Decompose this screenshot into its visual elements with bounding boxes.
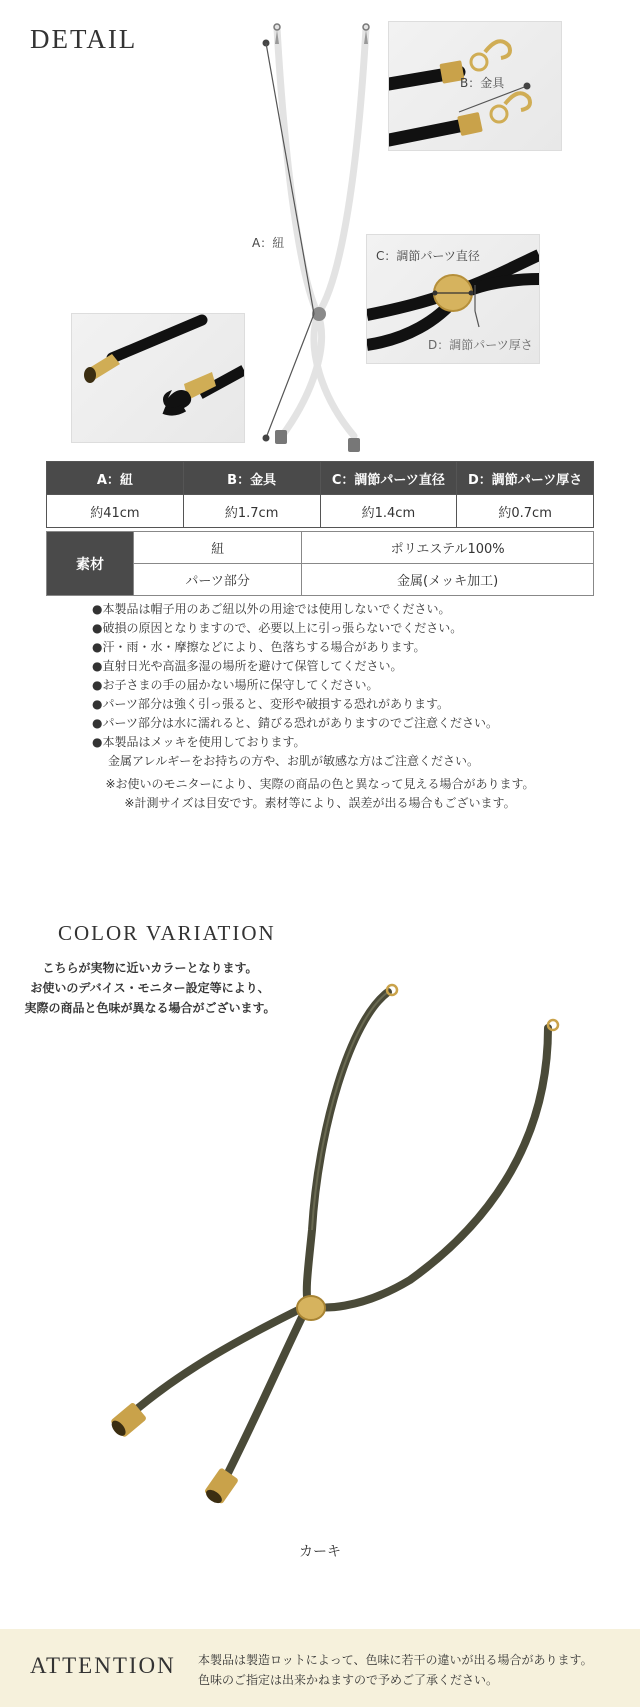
material-part: 紐 (134, 532, 302, 564)
khaki-strap-image (100, 980, 580, 1520)
value-d: 約0.7cm (457, 495, 594, 528)
description-line: 実際の商品と色味が異なる場合がございます。 (24, 1001, 276, 1015)
description-line: こちらが実物に近いカラーとなります。 (42, 961, 258, 975)
material-table (46, 531, 594, 596)
size-table-row (47, 495, 594, 528)
note-continued: 金属アレルギーをお持ちの方や、お肌が敏感な方はご注意ください。 (108, 754, 479, 768)
note-item: ●パーツ部分は強く引っ張ると、変形や破損する恐れがあります。 (92, 697, 450, 711)
detail-title: DETAIL (30, 24, 138, 54)
header-c: C：調節パーツ直径 (320, 462, 457, 495)
description-line: お使いのデバイス・モニター設定等により、 (30, 981, 270, 995)
header-a: A：紐 (47, 462, 184, 495)
material-value: 金属(メッキ加工) (302, 564, 594, 596)
label-a: A：紐 (252, 236, 285, 250)
attention-line: 色味のご指定は出来かねますので予めご了承ください。 (198, 1673, 499, 1687)
note-item: ●本製品は帽子用のあご紐以外の用途では使用しないでください。 (92, 602, 451, 616)
material-header: 素材 (47, 532, 134, 596)
care-notes (0, 600, 640, 813)
note-item: ●お子さまの手の届かない場所に保守してください。 (92, 678, 379, 692)
cord-illustration (274, 24, 369, 452)
color-variation-title: COLOR VARIATION (58, 921, 276, 945)
value-a: 約41cm (47, 495, 184, 528)
attention-line: 本製品は製造ロットによって、色味に若干の違いが出る場合があります。 (198, 1653, 593, 1667)
note-item: ●破損の原因となりますので、必要以上に引っ張らないでください。 (92, 621, 463, 635)
cord-end-photo (71, 313, 245, 443)
attention-banner (0, 1629, 640, 1707)
header-b: B：金具 (183, 462, 320, 495)
material-part: パーツ部分 (134, 564, 302, 596)
attention-text (198, 1650, 593, 1690)
footnote: ※計測サイズは目安です。素材等により、誤差が出る場合もございます。 (124, 796, 516, 810)
label-d: D：調節パーツ厚さ (428, 338, 533, 352)
value-c: 約1.4cm (320, 495, 457, 528)
size-table-header (47, 462, 594, 495)
note-item: ●汗・雨・水・摩擦などにより、色落ちする場合があります。 (92, 640, 426, 654)
value-b: 約1.7cm (183, 495, 320, 528)
material-value: ポリエステル100% (302, 532, 594, 564)
label-c: C：調節パーツ直径 (376, 249, 480, 263)
note-item: ●本製品はメッキを使用しております。 (92, 735, 306, 749)
note-item: ●パーツ部分は水に濡れると、錆びる恐れがありますのでご注意ください。 (92, 716, 498, 730)
material-row (47, 532, 594, 564)
header-d: D：調節パーツ厚さ (457, 462, 594, 495)
attention-title: ATTENTION (30, 1653, 176, 1678)
size-table (46, 461, 594, 528)
footnote: ※お使いのモニターにより、実際の商品の色と異なって見える場合があります。 (105, 777, 535, 791)
color-name: カーキ (299, 1544, 341, 1560)
note-item: ●直射日光や高温多湿の場所を避けて保管してください。 (92, 659, 403, 673)
label-b: B：金具 (460, 76, 505, 90)
